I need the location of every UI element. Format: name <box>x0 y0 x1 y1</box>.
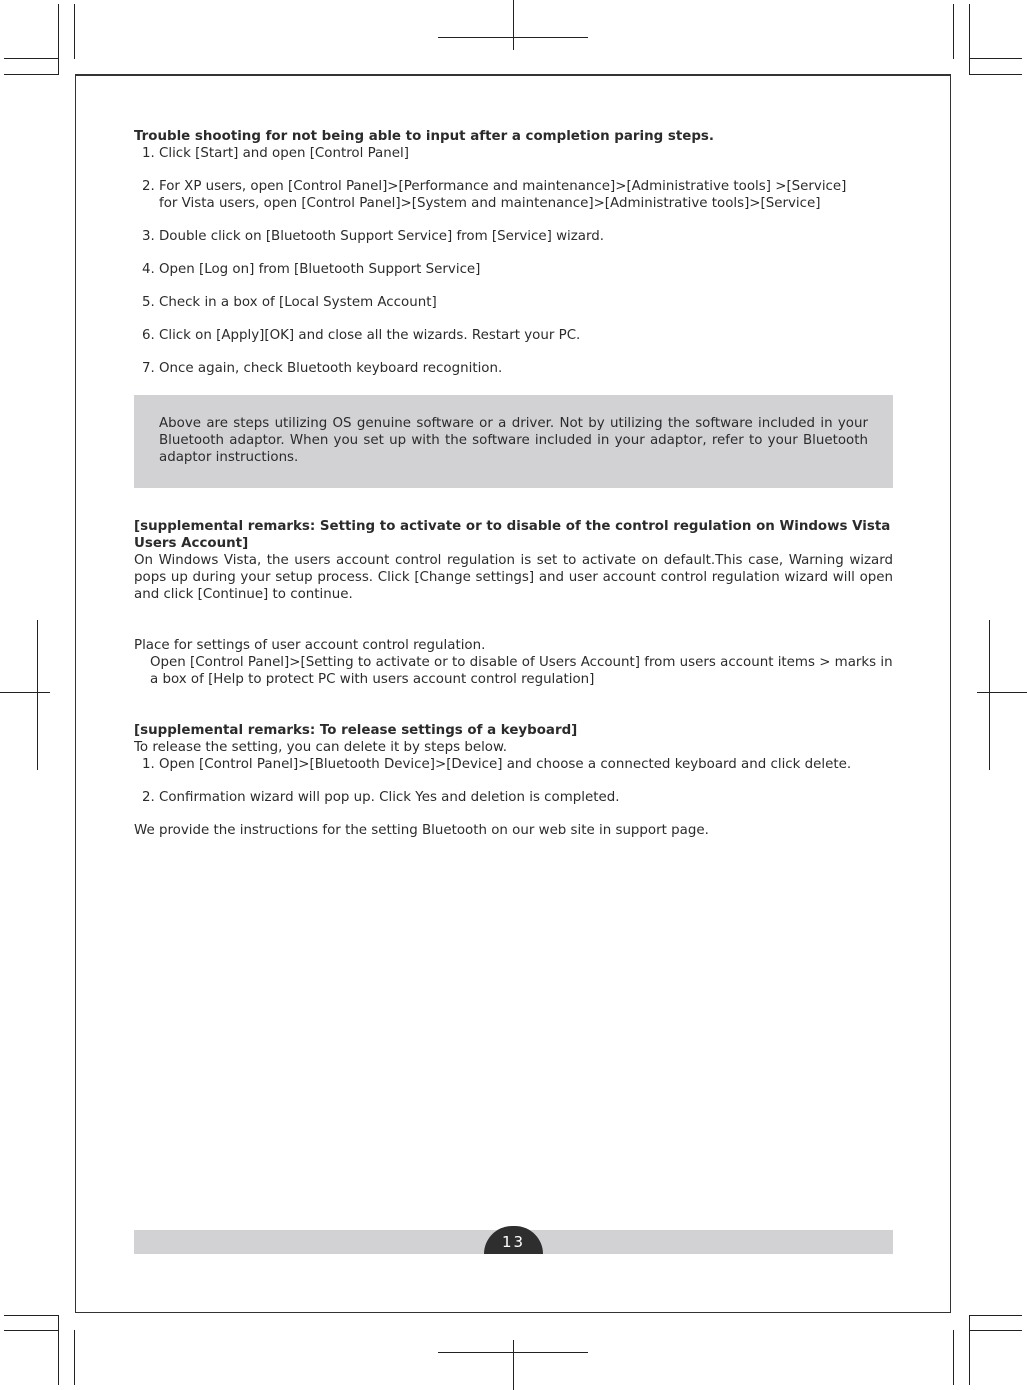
step-4: 4. Open [Log on] from [Bluetooth Support Service] <box>159 261 893 278</box>
uac-settings-intro: Place for settings of user account control regulation. <box>134 638 486 653</box>
step-1: 1. Click [Start] and open [Control Panel] <box>159 145 893 162</box>
page-number: 13 <box>484 1226 543 1254</box>
step-2 <box>159 178 893 212</box>
page-content <box>134 128 893 839</box>
step-7: 7. Once again, check Bluetooth keyboard recognition. <box>159 360 893 377</box>
release-keyboard-steps <box>134 756 893 806</box>
support-note: We provide the instructions for the setting Bluetooth on our web site in support page. <box>134 823 709 838</box>
troubleshooting-heading: Trouble shooting for not being able to input after a completion paring steps. <box>134 129 714 144</box>
troubleshooting-steps <box>134 145 893 377</box>
step-3: 3. Double click on [Bluetooth Support Service] from [Service] wizard. <box>159 228 893 245</box>
release-step-2: 2. Confirmation wizard will pop up. Click Yes and deletion is completed. <box>159 789 893 806</box>
note-text: Above are steps utilizing OS genuine software or a driver. Not by utilizing the software included in your Bluetooth adaptor. When you set up with the software included in your adaptor, refer to your Bluetooth adaptor instructions. <box>159 416 868 465</box>
step-2-xp: 2. For XP users, open [Control Panel]>[Performance and maintenance]>[Administrative tools] >[Service] <box>159 179 847 194</box>
vista-uac-body: On Windows Vista, the users account control regulation is set to activate on default.This case, Warning wizard pops up during your setup process. Click [Change settings] and user account control regulation wizard will open and click [Continue] to continue. <box>134 553 893 602</box>
release-keyboard-heading: [supplemental remarks: To release settings of a keyboard] <box>134 723 578 738</box>
note-box <box>134 395 893 488</box>
release-keyboard-intro: To release the setting, you can delete it by steps below. <box>134 740 507 755</box>
step-2-vista: for Vista users, open [Control Panel]>[System and maintenance]>[Administrative tools]>[Service] <box>159 196 821 211</box>
step-6: 6. Click on [Apply][OK] and close all the wizards. Restart your PC. <box>159 327 893 344</box>
release-step-1: 1. Open [Control Panel]>[Bluetooth Device]>[Device] and choose a connected keyboard and click delete. <box>159 756 893 773</box>
step-5: 5. Check in a box of [Local System Account] <box>159 294 893 311</box>
uac-settings-instruction: Open [Control Panel]>[Setting to activate or to disable of Users Account] from users account items > marks in a box of [Help to protect PC with users account control regulation] <box>150 655 893 687</box>
vista-uac-heading: [supplemental remarks: Setting to activate or to disable of the control regulation on Windows Vista Users Account] <box>134 519 891 551</box>
